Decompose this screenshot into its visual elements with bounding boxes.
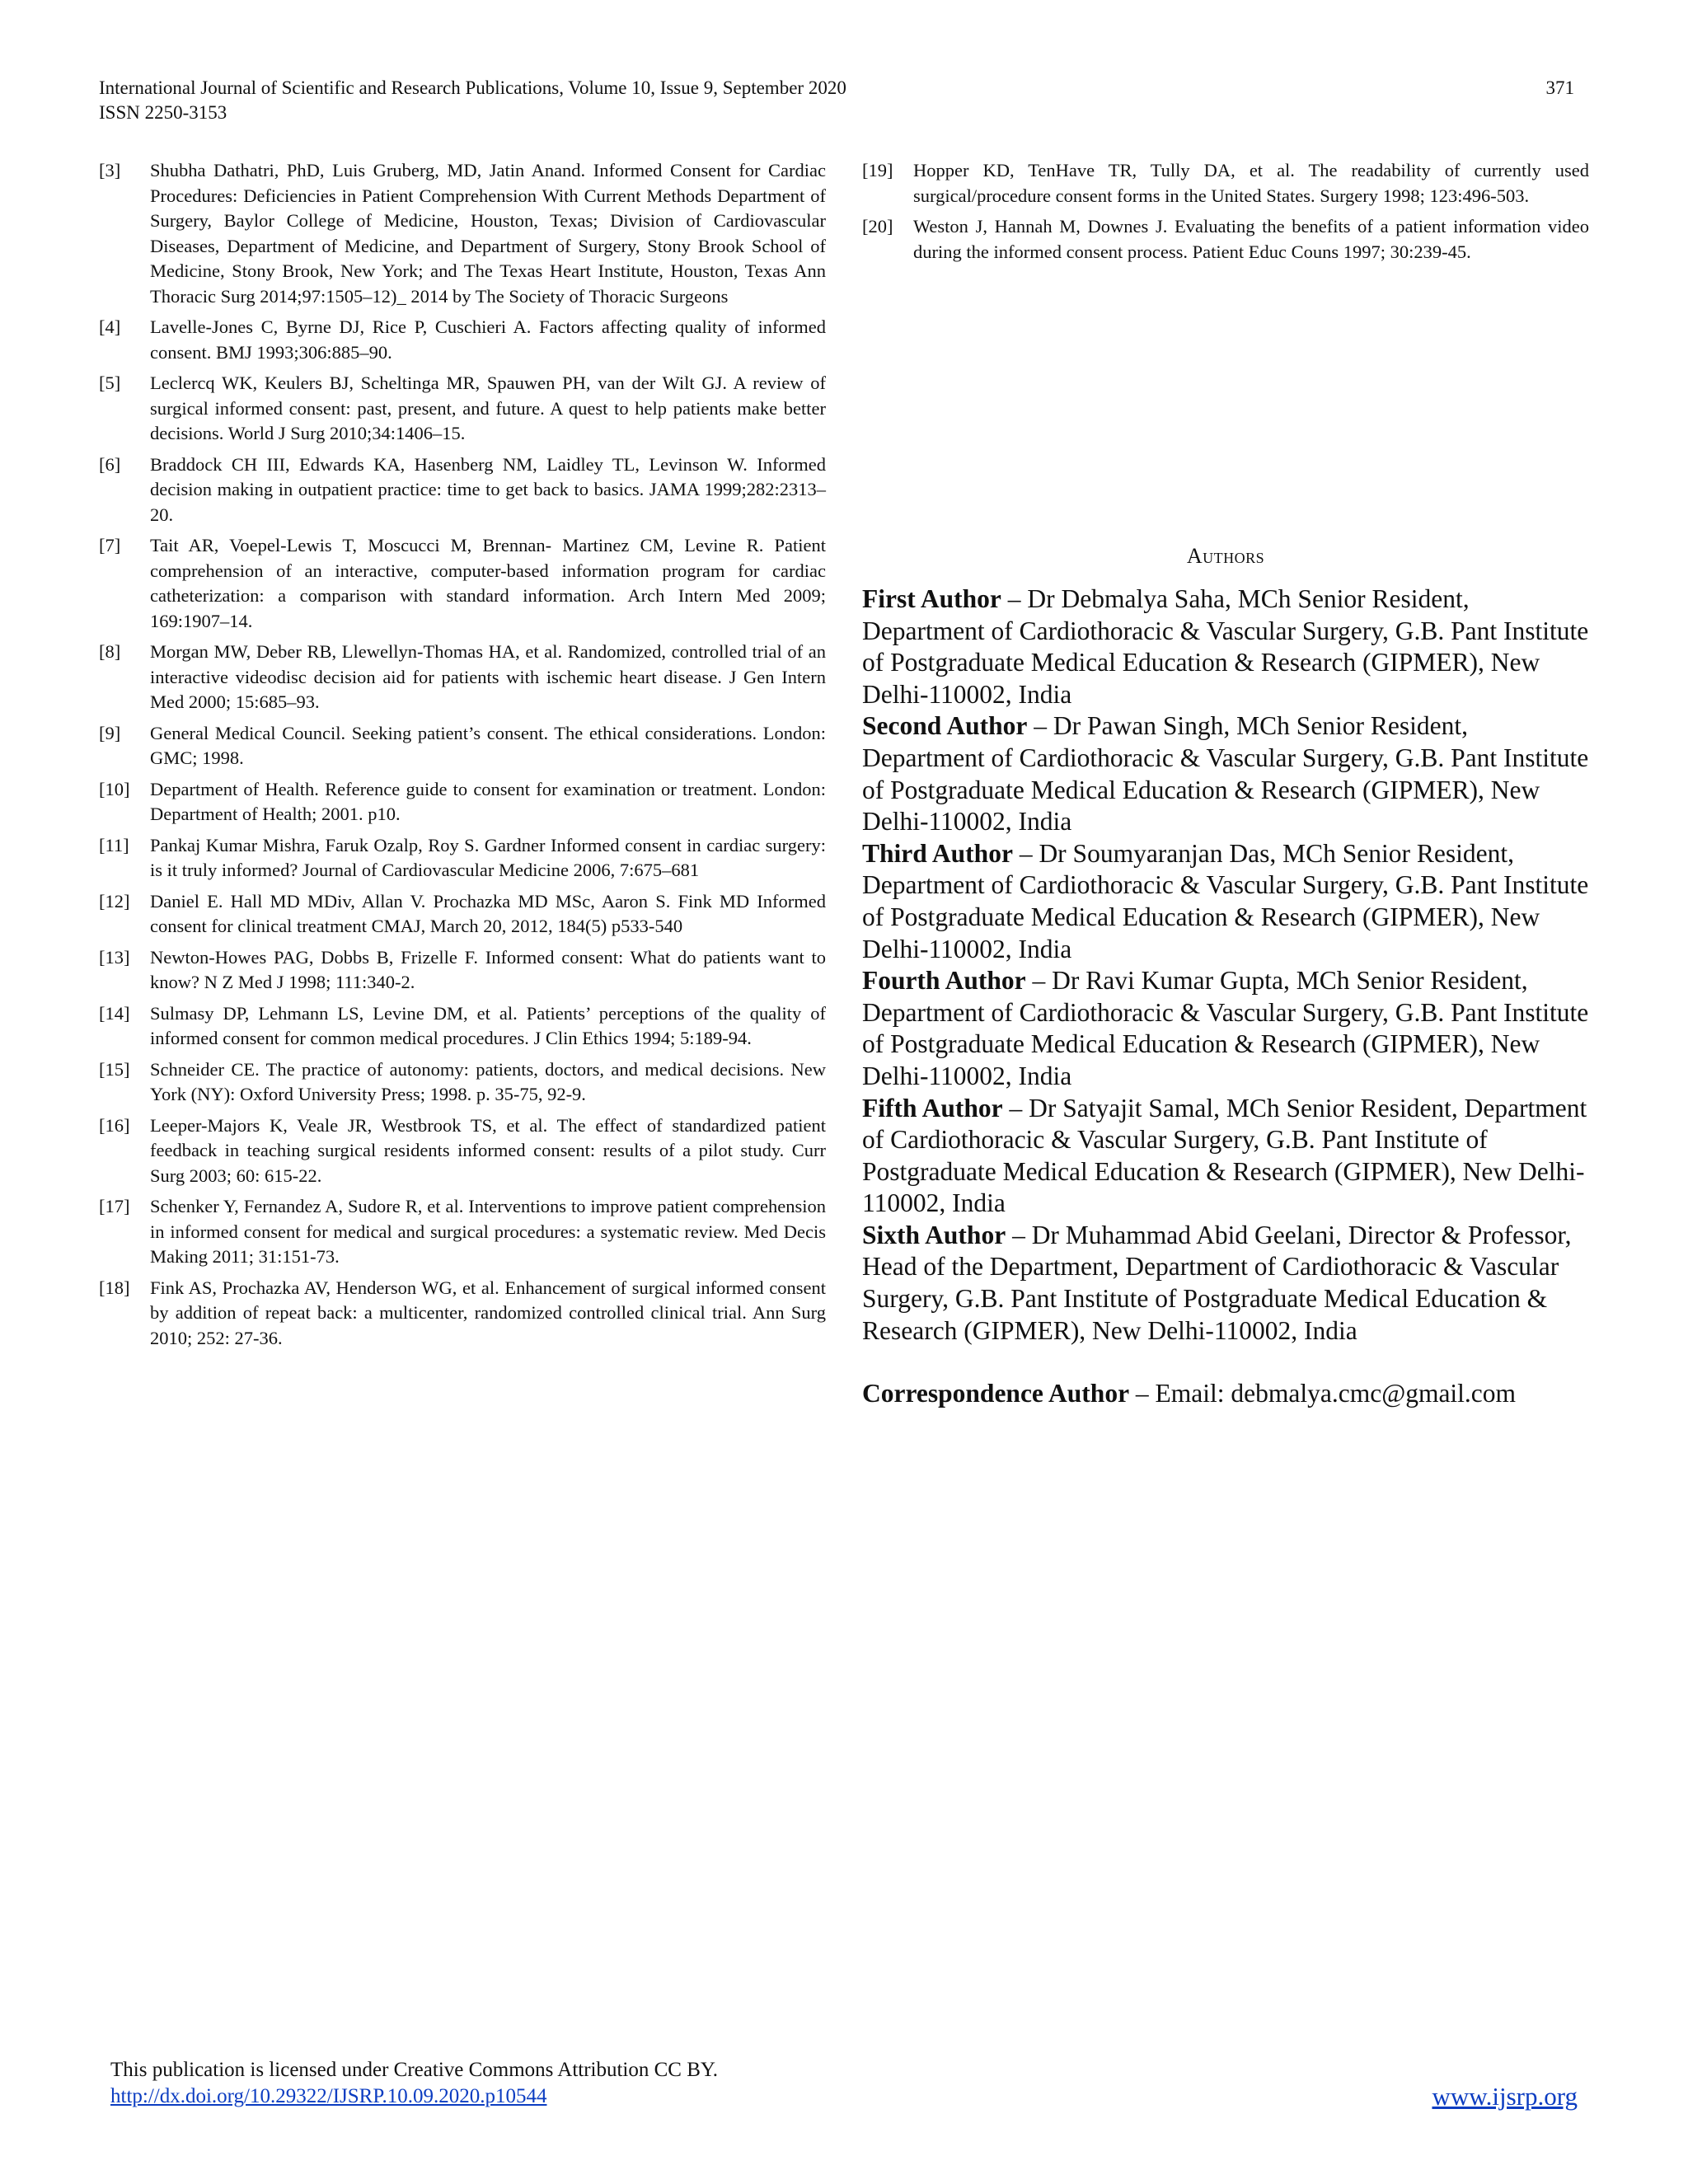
reference-number: [16] — [99, 1114, 130, 1136]
author-details: – Dr Satyajit Samal, MCh Senior Resident, Department of Cardiothoracic & Vascular Surgery, G.B. Pant Institute of Postgraduate Medical Education & Research (GIPMER), New Delhi-110002, India — [862, 1093, 1587, 1218]
reference-number: [17] — [99, 1196, 130, 1216]
reference-number: [12] — [99, 890, 130, 912]
author-details: – Dr Muhammad Abid Geelani, Director & Professor, Head of the Department, Department of Cardiothoracic & Vascular Surgery, G.B. Pant Institute of Postgraduate Medical Education & Research (GIPMER), New Delhi-110002, India — [862, 1220, 1572, 1345]
author-details: – Dr Soumyaranjan Das, MCh Senior Resident, Department of Cardiothoracic & Vascular Surgery, G.B. Pant Institute of Postgraduate Medical Education & Research (GIPMER), New Delhi-110002, India — [862, 838, 1589, 963]
reference-number: [19] — [862, 160, 893, 180]
reference-item — [99, 945, 826, 996]
reference-number: [11] — [99, 834, 129, 855]
correspondence-email: – Email: debmalya.cmc@gmail.com — [1129, 1379, 1517, 1408]
correspondence-author — [862, 1378, 1589, 1410]
reference-text: Hopper KD, TenHave TR, Tully DA, et al. The readability of currently used surgical/procedure consent forms in the United States. Surgery 1998; 123:496-503. — [913, 160, 1589, 206]
author-role: First Author — [862, 584, 1001, 613]
reference-number: [4] — [99, 316, 121, 337]
reference-text: Pankaj Kumar Mishra, Faruk Ozalp, Roy S. Gardner Informed consent in cardiac surgery: is it truly informed? Journal of Cardiovascular Medicine 2006, 7:675–681 — [150, 834, 826, 880]
reference-item — [99, 1001, 826, 1052]
journal-title: International Journal of Scientific and Research Publications, Volume 10, Issue 9, September 2020 — [99, 77, 846, 98]
reference-text: Fink AS, Prochazka AV, Henderson WG, et al. Enhancement of surgical informed consent by addition of repeat back: a multicenter, randomized controlled clinical trial. Ann Surg 2010; 252: 27-36. — [150, 1277, 826, 1348]
reference-number: [6] — [99, 453, 121, 475]
reference-item — [99, 640, 826, 715]
reference-item — [99, 833, 826, 883]
license-text: This publication is licensed under Creative Commons Attribution CC BY. — [110, 2059, 718, 2081]
reference-text: Morgan MW, Deber RB, Llewellyn-Thomas HA, et al. Randomized, controlled trial of an interactive videodisc decision aid for patients with ischemic heart disease. J Gen Intern Med 2000; 15:685–93. — [150, 641, 826, 712]
page-header — [99, 76, 1574, 125]
author-details: – Dr Pawan Singh, MCh Senior Resident, Department of Cardiothoracic & Vascular Surgery, G.B. Pant Institute of Postgraduate Medical Education & Research (GIPMER), New Delhi-110002, India — [862, 711, 1589, 837]
references-column-left — [99, 158, 826, 1357]
reference-text: Department of Health. Reference guide to consent for examination or treatment. London: Department of Health; 2001. p10. — [150, 778, 826, 824]
author-entry — [862, 710, 1589, 837]
reference-text: Braddock CH III, Edwards KA, Hasenberg NM, Laidley TL, Levinson W. Informed decision making in outpatient practice: time to get back to basics. JAMA 1999;282:2313–20. — [150, 453, 826, 525]
author-details: – Dr Debmalya Saha, MCh Senior Resident, Department of Cardiothoracic & Vascular Surgery, G.B. Pant Institute of Postgraduate Medical Education & Research (GIPMER), New Delhi-110002, India — [862, 584, 1589, 709]
authors-section — [862, 583, 1589, 1410]
reference-number: [20] — [862, 216, 893, 237]
reference-item — [99, 371, 826, 447]
reference-number: [13] — [99, 946, 130, 968]
reference-number: [5] — [99, 373, 121, 393]
reference-number: [9] — [99, 722, 121, 743]
reference-text: Sulmasy DP, Lehmann LS, Levine DM, et al. Patients’ perceptions of the quality of informed consent for common medical procedures. J Clin Ethics 1994; 5:189-94. — [150, 1002, 826, 1048]
reference-number: [15] — [99, 1058, 130, 1080]
reference-text: Weston J, Hannah M, Downes J. Evaluating the benefits of a patient information video during the informed consent process. Patient Educ Couns 1997; 30:239-45. — [913, 216, 1589, 262]
reference-number: [10] — [99, 778, 130, 799]
reference-item — [99, 889, 826, 940]
reference-item — [862, 214, 1589, 265]
authors-heading: Authors — [1186, 544, 1265, 568]
reference-text: Shubha Dathatri, PhD, Luis Gruberg, MD, Jatin Anand. Informed Consent for Cardiac Procedures: Deficiencies in Patient Comprehension With Current Methods Department of Surgery, Baylor College of Medicine, Houston, Texas; Division of Cardiovascular Diseases, Department of Medicine, and Department of Surgery, Stony Brook School of Medicine, Stony Brook, New York; and The Texas Heart Institute, Houston, Texas Ann Thoracic Surg 2014;97:1505–12)_ 2014 by The Society of Thoracic Surgeons — [150, 160, 826, 307]
site-link[interactable]: www.ijsrp.org — [1432, 2082, 1578, 2111]
author-role: Third Author — [862, 838, 1013, 868]
page-footer — [110, 2057, 1578, 2110]
reference-item — [99, 315, 826, 365]
page-number: 371 — [1545, 77, 1574, 98]
author-entry — [862, 965, 1589, 1092]
correspondence-role: Correspondence Author — [862, 1379, 1130, 1408]
author-entry — [862, 1220, 1589, 1347]
reference-text: Tait AR, Voepel-Lewis T, Moscucci M, Brennan- Martinez CM, Levine R. Patient comprehension of an interactive, computer-based information program for cardiac catheterization: a comparison with standard information. Arch Intern Med 2009; 169:1907–14. — [150, 535, 826, 631]
reference-item — [99, 777, 826, 827]
author-entry — [862, 583, 1589, 710]
author-details: – Dr Ravi Kumar Gupta, MCh Senior Resident, Department of Cardiothoracic & Vascular Surgery, G.B. Pant Institute of Postgraduate Medical Education & Research (GIPMER), New Delhi-110002, India — [862, 966, 1589, 1090]
author-role: Second Author — [862, 711, 1028, 741]
references-column-right — [862, 158, 1589, 270]
reference-number: [7] — [99, 535, 121, 555]
doi-link[interactable]: http://dx.doi.org/10.29322/IJSRP.10.09.2020.p10544 — [110, 2085, 547, 2107]
reference-text: Leclercq WK, Keulers BJ, Scheltinga MR, Spauwen PH, van der Wilt GJ. A review of surgical informed consent: past, present, and future. A quest to help patients make better decisions. World J Surg 2010;34:1406–15. — [150, 373, 826, 443]
reference-text: Leeper-Majors K, Veale JR, Westbrook TS, et al. The effect of standardized patient feedback in teaching surgical residents informed consent: results of a pilot study. Curr Surg 2003; 60: 615-22. — [150, 1114, 826, 1186]
reference-item — [99, 1194, 826, 1270]
author-role: Fifth Author — [862, 1093, 1003, 1122]
reference-text: Daniel E. Hall MD MDiv, Allan V. Prochazka MD MSc, Aaron S. Fink MD Informed consent for clinical treatment CMAJ, March 20, 2012, 184(5) p533-540 — [150, 890, 826, 936]
reference-text: Lavelle-Jones C, Byrne DJ, Rice P, Cuschieri A. Factors affecting quality of informed consent. BMJ 1993;306:885–90. — [150, 316, 826, 363]
reference-item — [99, 1057, 826, 1108]
reference-text: Schenker Y, Fernandez A, Sudore R, et al. Interventions to improve patient comprehension in informed consent for medical and surgical procedures: a systematic review. Med Decis Making 2011; 31:151-73. — [150, 1196, 826, 1267]
reference-item — [99, 452, 826, 528]
reference-number: [8] — [99, 641, 121, 662]
author-role: Sixth Author — [862, 1220, 1006, 1249]
reference-item — [99, 1276, 826, 1352]
reference-item — [99, 721, 826, 771]
reference-item — [99, 533, 826, 634]
reference-number: [3] — [99, 160, 121, 180]
author-entry — [862, 838, 1589, 965]
reference-item — [862, 158, 1589, 209]
author-list — [862, 583, 1589, 1347]
reference-number: [18] — [99, 1277, 130, 1298]
reference-text: Newton-Howes PAG, Dobbs B, Frizelle F. Informed consent: What do patients want to know? N Z Med J 1998; 111:340-2. — [150, 946, 826, 992]
reference-item — [99, 158, 826, 309]
reference-item — [99, 1113, 826, 1189]
author-entry — [862, 1093, 1589, 1220]
reference-number: [14] — [99, 1002, 130, 1024]
issn: ISSN 2250-3153 — [99, 102, 227, 123]
reference-text: General Medical Council. Seeking patient’s consent. The ethical considerations. London: GMC; 1998. — [150, 722, 826, 768]
author-role: Fourth Author — [862, 966, 1026, 996]
reference-text: Schneider CE. The practice of autonomy: patients, doctors, and medical decisions. New York (NY): Oxford University Press; 1998. p. 35-75, 92-9. — [150, 1058, 826, 1104]
